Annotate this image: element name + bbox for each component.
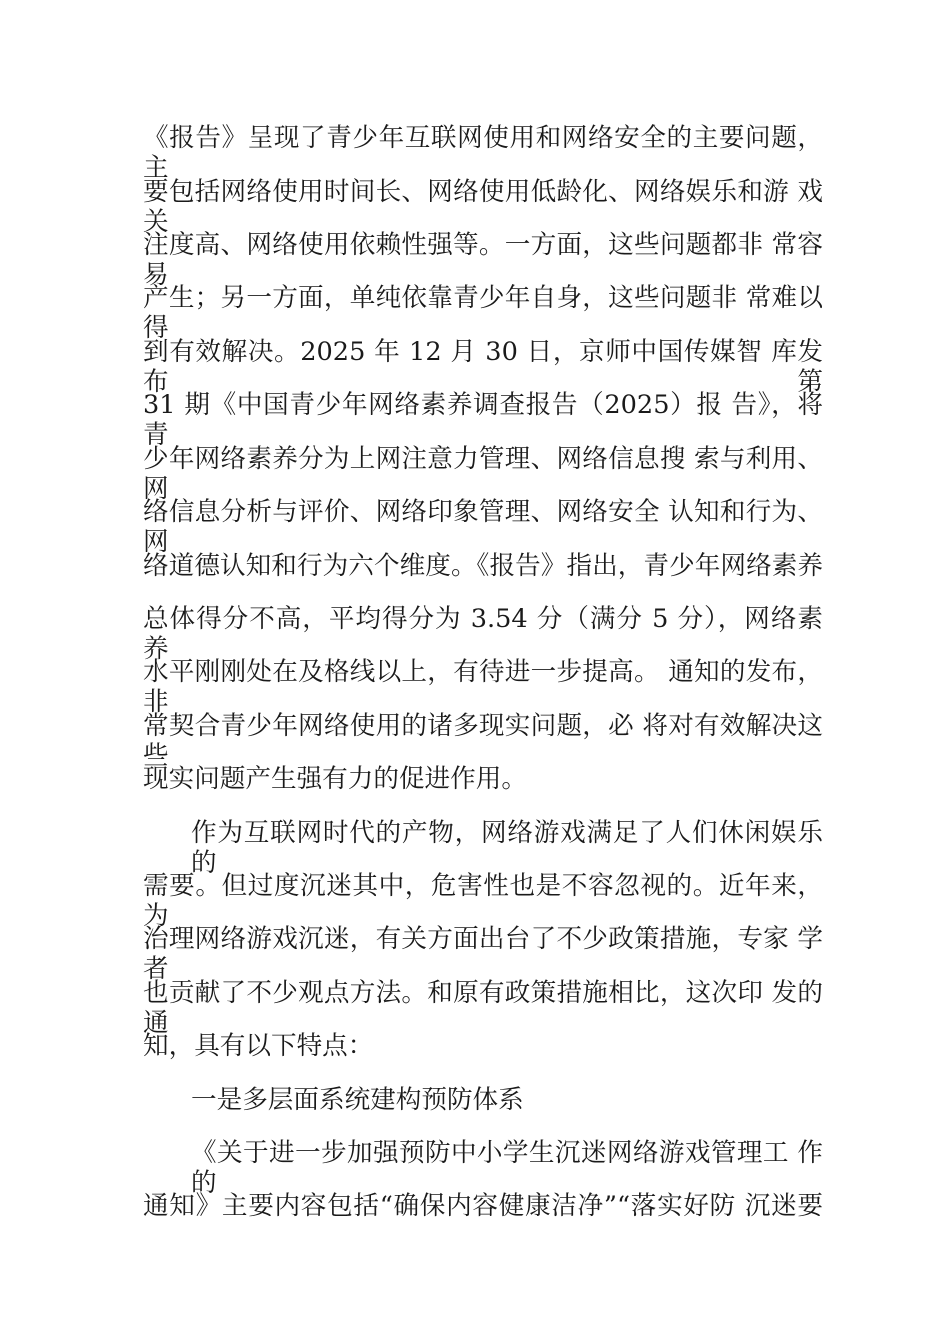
text-line: 注度高、网络使用依赖性强等。一方面，这些问题都非 常容易: [143, 230, 823, 290]
text-line: 需要。但过度沉迷其中，危害性也是不容忽视的。近年来， 为: [143, 871, 823, 931]
text-line: 知，具有以下特点：: [143, 1031, 374, 1061]
text-line: 31 期《中国青少年网络素养调查报告（2025）报 告》，将青: [143, 390, 823, 450]
text-line: 通知》主要内容包括“确保内容健康洁净”“落实好防 沉迷要: [143, 1191, 823, 1221]
text-line: 络道德认知和行为六个维度。《报告》指出，青少年网络素养: [143, 551, 823, 581]
text-line: 要包括网络使用时间长、网络使用低龄化、网络娱乐和游 戏关: [143, 177, 823, 237]
section-heading: 一是多层面系统建构预防体系: [191, 1085, 524, 1115]
text-line: 总体得分不高，平均得分为 3.54 分（满分 5 分），网络素养: [143, 604, 823, 664]
text-line: 少年网络素养分为上网注意力管理、网络信息搜 索与利用、网: [143, 444, 823, 504]
text-line: 治理网络游戏沉迷，有关方面出台了不少政策措施，专家 学者: [143, 924, 823, 984]
text-line: 产生；另一方面，单纯依靠青少年自身，这些问题非 常难以得: [143, 283, 823, 343]
text-line: 《报告》呈现了青少年互联网使用和网络安全的主要问题， 主: [143, 123, 823, 183]
text-line: 现实问题产生强有力的促进作用。: [143, 764, 527, 794]
text-line: 到有效解决。2025 年 12 月 30 日，京师中国传媒智 库发布第: [143, 337, 823, 397]
text-line: 常契合青少年网络使用的诸多现实问题，必 将对有效解决这些: [143, 711, 823, 771]
paragraph-first-line: 《关于进一步加强预防中小学生沉迷网络游戏管理工 作的: [191, 1138, 823, 1198]
text-line: 络信息分析与评价、网络印象管理、网络安全 认知和行为、网: [143, 497, 823, 557]
text-line: 水平刚刚处在及格线以上，有待进一步提高。 通知的发布，非: [143, 657, 823, 717]
paragraph-first-line: 作为互联网时代的产物，网络游戏满足了人们休闲娱乐 的: [191, 818, 823, 878]
text-line: 也贡献了不少观点方法。和原有政策措施相比，这次印 发的通: [143, 978, 823, 1038]
